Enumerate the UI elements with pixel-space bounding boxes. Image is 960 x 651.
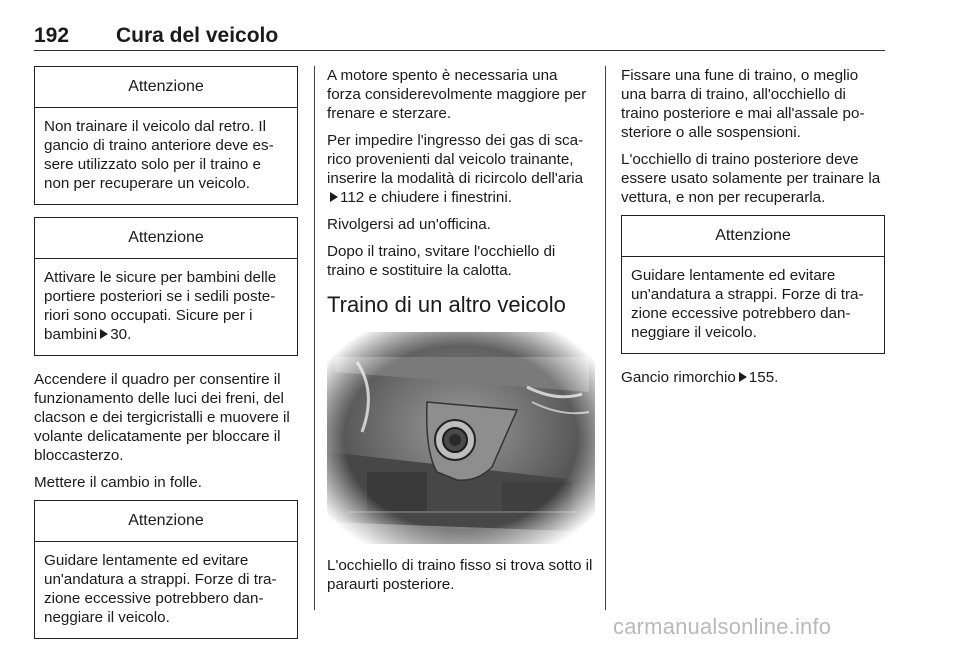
warning-box — [621, 215, 885, 354]
paragraph: Fissare una fune di traino, o meglio una barra di traino, all'occhiello di traino posteriore e mai all'assale posteriore o alle sospensioni. — [621, 67, 865, 141]
paragraph: Rivolgersi ad un'officina. — [327, 216, 491, 233]
warning-heading: Attenzione — [622, 216, 884, 257]
warning-heading: Attenzione — [35, 67, 297, 108]
page-reference[interactable]: 30. — [110, 326, 132, 343]
column-1 — [34, 66, 298, 651]
paragraph — [621, 368, 885, 387]
page-number: 192 — [34, 24, 70, 47]
warning-box — [34, 217, 298, 356]
page-title: Cura del veicolo — [116, 24, 279, 47]
warning-heading: Attenzione — [35, 218, 297, 259]
paragraph — [327, 131, 593, 207]
warning-body: Guidare lentamente ed evitare un'andatura a strappi. Forze di trazione eccessive potrebbero danneggiare il veicolo. — [44, 552, 277, 626]
paragraph: Dopo il traino, svitare l'occhiello di traino e sostituire la calotta. — [327, 243, 556, 279]
page-reference[interactable]: 112 — [340, 189, 365, 206]
warning-box — [34, 66, 298, 205]
paragraph: L'occhiello di traino posteriore deve essere usato solamente per trainare la vettura, e non per recuperarla. — [621, 151, 881, 206]
figure-caption: L'occhiello di traino fisso si trova sotto il paraurti posteriore. — [327, 557, 593, 593]
page-header — [34, 24, 885, 52]
column-2 — [327, 66, 593, 602]
header-rule — [34, 50, 885, 51]
paragraph: Accendere il quadro per consentire il funzionamento delle luci dei freni, del clacson e dei tergicristalli e muovere il volante delicatamente per bloccare il bloccasterzo. — [34, 371, 290, 464]
section-heading: Traino di un altro veicolo — [327, 292, 566, 317]
watermark: carmanualsonline.info — [613, 614, 832, 639]
paragraph: Mettere il cambio in folle. — [34, 474, 202, 491]
column-divider-1 — [314, 66, 315, 610]
warning-body — [35, 259, 297, 355]
column-divider-2 — [605, 66, 606, 610]
tow-eye-illustration — [327, 332, 595, 544]
column-3 — [621, 66, 885, 395]
warning-body: Guidare lentamente ed evitare un'andatura a strappi. Forze di trazione eccessive potrebbero danneggiare il veicolo. — [631, 267, 864, 341]
paragraph-text: e chiudere i finestrini. — [368, 189, 512, 206]
paragraph-text: Gancio rimorchio — [621, 369, 736, 386]
warning-text: Attivare le sicure per bambini delle portiere posteriori se i sedili posteriori sono occupati. Sicure per i bambini — [44, 269, 277, 343]
page-reference[interactable]: 155. — [748, 369, 779, 386]
warning-box — [34, 500, 298, 639]
triangle-arrow-icon — [739, 372, 747, 382]
paragraph-text: Per impedire l'ingresso dei gas di scarico provenienti dal veicolo trainante, inserire la modalità di ricircolo dell'aria — [327, 132, 584, 187]
warning-heading: Attenzione — [35, 501, 297, 542]
paragraph: A motore spento è necessaria una forza considerevolmente maggiore per frenare e sterzare. — [327, 67, 587, 122]
triangle-arrow-icon — [330, 192, 338, 202]
warning-body: Non trainare il veicolo dal retro. Il gancio di traino anteriore deve essere utilizzato solo per il traino e non per recuperare un veicolo. — [44, 118, 274, 192]
triangle-arrow-icon — [100, 329, 108, 339]
